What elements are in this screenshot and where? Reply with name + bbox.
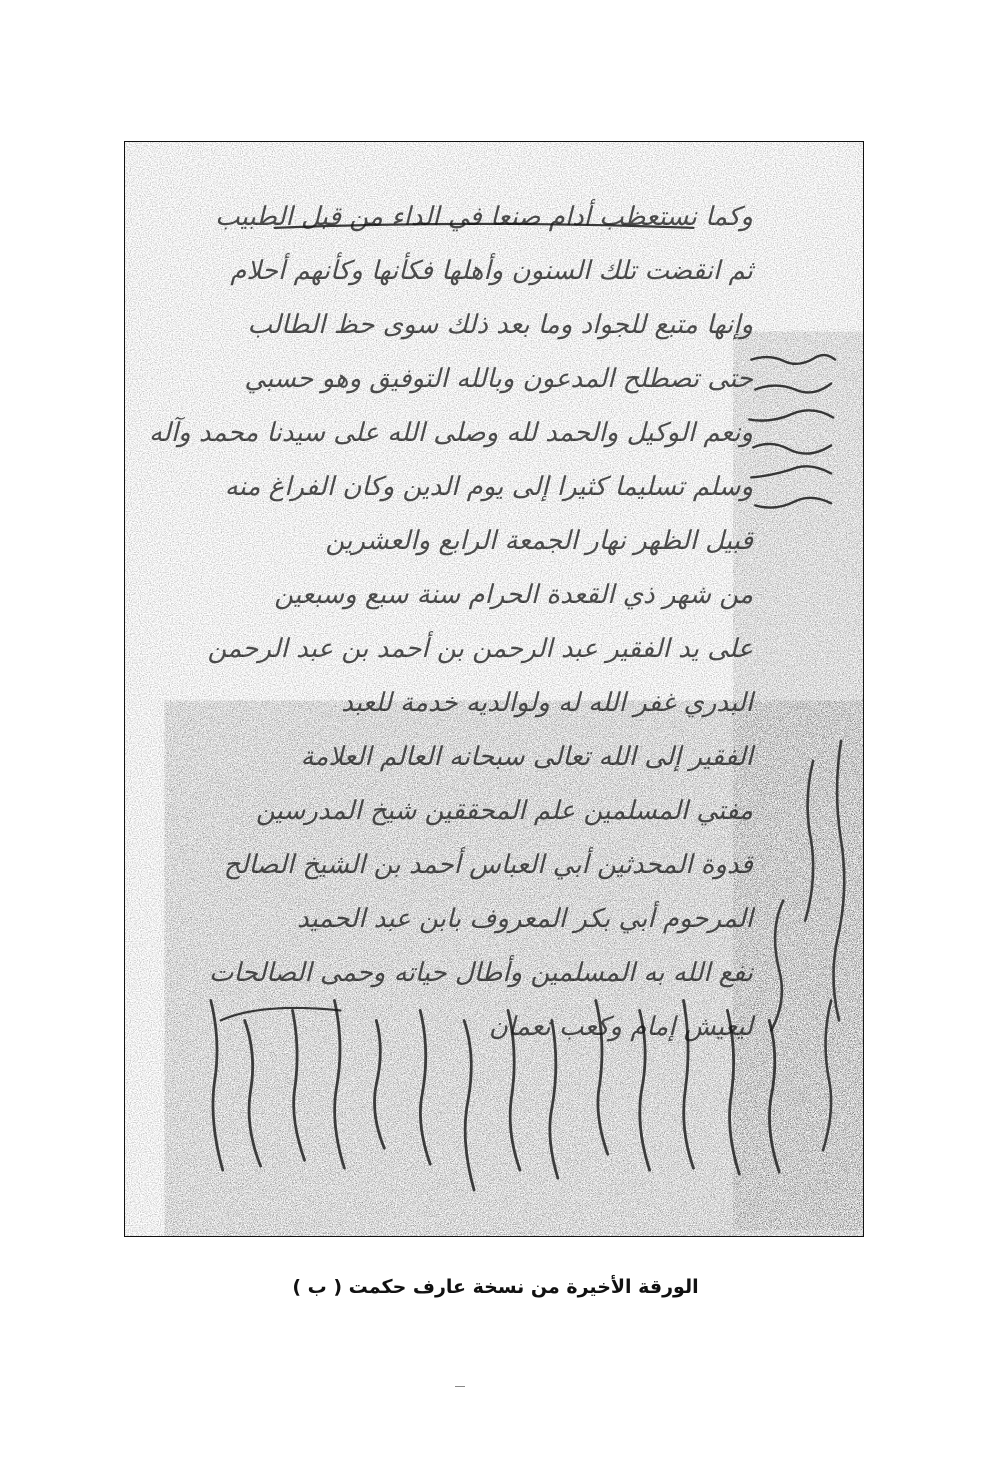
- manuscript-line-7: قبيل الظهر نهار الجمعة الرابع والعشرين: [325, 526, 753, 556]
- manuscript-line-8: من شهر ذي القعدة الحرام سنة سبع وسبعين: [274, 580, 753, 610]
- manuscript-line-1: وكما نستعظب أدام صنعا في الداء من قبل الطبيب: [215, 202, 753, 232]
- manuscript-line-9: على يد الفقير عبد الرحمن بن أحمد بن عبد الرحمن: [207, 634, 753, 664]
- manuscript-line-6: وسلم تسليما كثيرا إلى يوم الدين وكان الفراغ منه: [224, 472, 753, 502]
- manuscript-line-11: الفقير إلى الله تعالى سبحانه العالم العلامة: [300, 742, 753, 772]
- manuscript-image: [124, 141, 864, 1237]
- scan-artifact: [455, 1386, 465, 1387]
- manuscript-line-5: ونعم الوكيل والحمد لله وصلى الله على سيدنا محمد وآله: [148, 418, 753, 448]
- manuscript-line-2: ثم انقضت تلك السنون وأهلها فكأنها وكأنهم أحلام: [230, 256, 753, 286]
- manuscript-text: [148, 190, 753, 1054]
- manuscript-line-12: مفتي المسلمين علم المحققين شيخ المدرسين: [255, 796, 753, 826]
- manuscript-line-13: قدوة المحدثين أبي العباس أحمد بن الشيخ الصالح: [223, 850, 753, 880]
- manuscript-line-3: وإنها متبع للجواد وما بعد ذلك سوى حظ الطالب: [247, 310, 753, 340]
- manuscript-line-4: حتى تصطلح المدعون وبالله التوفيق وهو حسبي: [244, 364, 753, 394]
- figure-caption: الورقة الأخيرة من نسخة عارف حكمت ( ب ): [292, 1276, 699, 1298]
- manuscript-line-16: ليعيش إمام وكعب نعمان: [488, 1012, 753, 1042]
- manuscript-line-14: المرحوم أبي بكر المعروف بابن عبد الحميد: [296, 904, 753, 934]
- manuscript-line-10: البدري غفر الله له ولوالديه خدمة للعبد: [341, 688, 753, 718]
- manuscript-line-15: نفع الله به المسلمين وأطال حياته وحمى الصالحات: [209, 958, 753, 988]
